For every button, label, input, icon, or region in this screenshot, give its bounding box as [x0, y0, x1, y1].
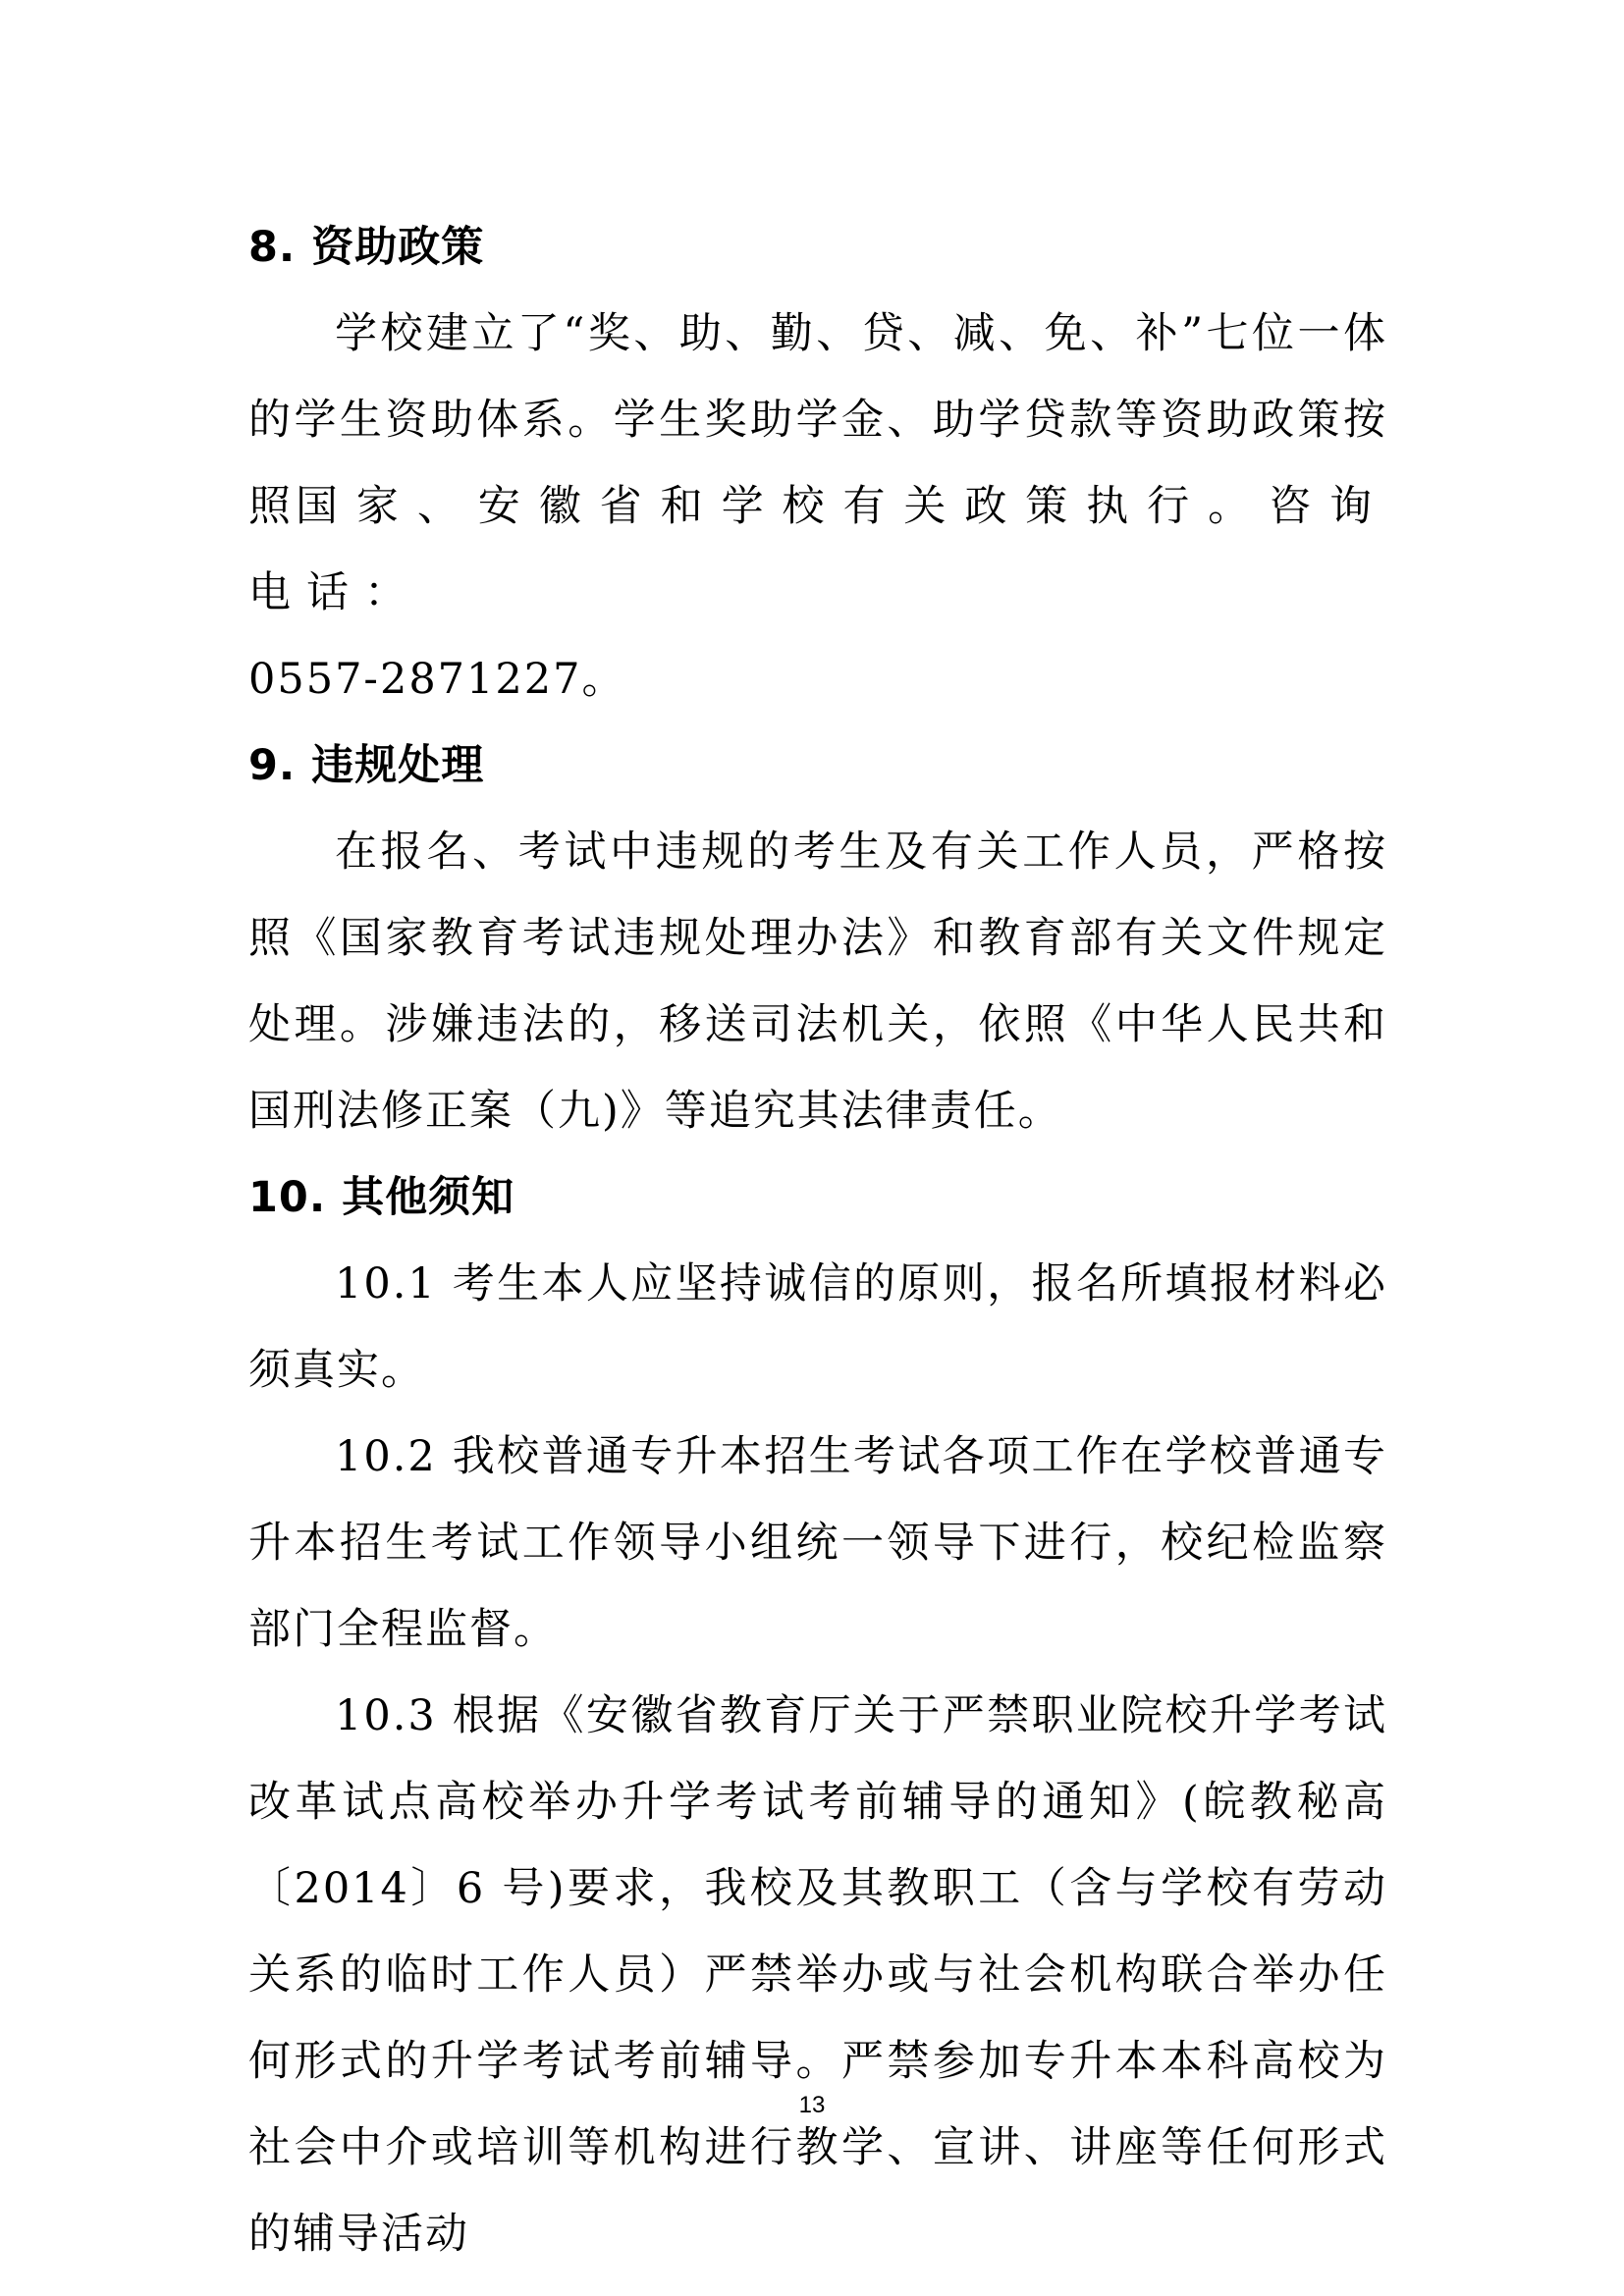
text-line: 改革试点高校举办升学考试考前辅导的通知》(皖教秘高	[248, 1778, 1387, 1827]
section-heading-9: 9. 违规处理	[248, 741, 485, 790]
text-line: 须真实。	[248, 1346, 425, 1395]
text-line: 升本招生考试工作领导小组统一领导下进行，校纪检监察部	[248, 1519, 1387, 1654]
text-line: 《国家教育考试违规处理办法》和教育部有关文件规定处	[248, 914, 1388, 1049]
paragraph-funding-policy	[248, 291, 1387, 722]
section-heading-10: 10. 其他须知	[248, 1173, 515, 1222]
text-line: 的学生资助体系。学生奖助学金、助学贷款等资助政策按照	[248, 396, 1387, 531]
text-line: 理。涉嫌违法的，移送司法机关，依照《中华人民共和国刑	[248, 1000, 1388, 1136]
page-number: 13	[798, 2092, 826, 2118]
text-line: 门全程监督。	[293, 1605, 558, 1654]
text-line: 在报名、考试中违规的考生及有关工作人员，严格按照	[248, 828, 1387, 963]
text-line: 国家、安徽省和学校有关政策执行。咨询电话：	[248, 482, 1388, 617]
text-line: 的临时工作人员）严禁举办或与社会机构联合举办任何形式	[248, 1950, 1388, 2086]
text-line: 0557-2871227。	[248, 655, 626, 704]
paragraph-10-3	[248, 1673, 1387, 2277]
document-body	[248, 204, 1387, 2277]
text-line: 学校建立了“奖、助、勤、贷、减、免、补”七位一体	[335, 309, 1387, 358]
text-line: 10.1 考生本人应坚持诚信的原则，报名所填报材料必	[335, 1259, 1387, 1308]
text-line: 或培训等机构进行教学、宣讲、讲座等任何形式的辅导活动	[248, 2123, 1388, 2259]
paragraph-10-1	[248, 1241, 1387, 1414]
text-line: 10.3 根据《安徽省教育厅关于严禁职业院校升学考试	[335, 1691, 1387, 1740]
text-line: 的升学考试考前辅导。严禁参加专升本本科高校为社会中介	[248, 2037, 1387, 2172]
paragraph-violation-handling	[248, 809, 1387, 1154]
section-heading-8: 8. 资助政策	[248, 223, 485, 272]
paragraph-10-2	[248, 1414, 1387, 1673]
text-line: 〔2014〕6 号)要求，我校及其教职工（含与学校有劳动关系	[248, 1864, 1387, 2000]
text-line: 10.2 我校普通专升本招生考试各项工作在学校普通专	[335, 1432, 1387, 1481]
text-line: 法修正案（九)》等追究其法律责任。	[337, 1087, 1062, 1136]
